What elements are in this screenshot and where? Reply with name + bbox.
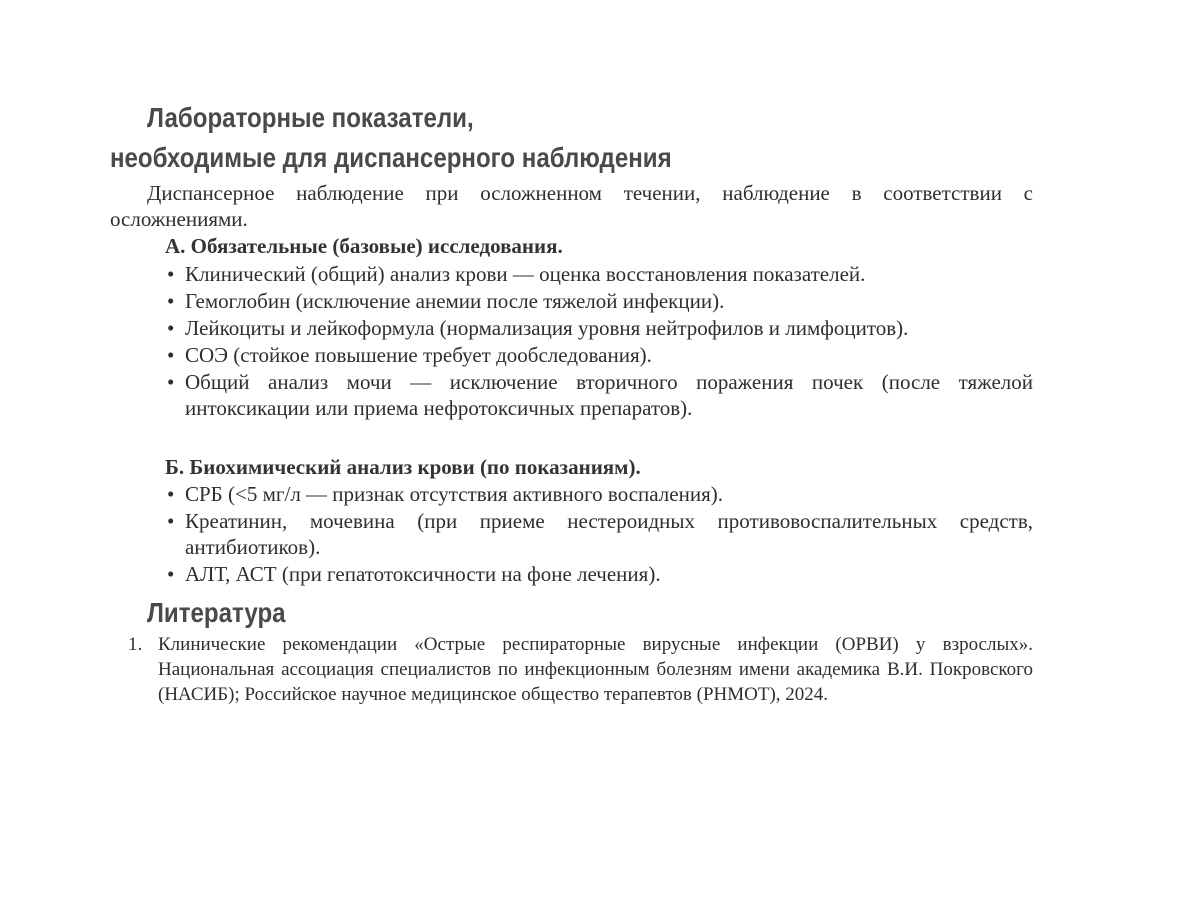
bullet-icon: •: [167, 289, 175, 313]
list-item: [167, 508, 1033, 560]
list-item: [167, 342, 1033, 368]
section-b-title: Б. Биохимический анализ крови (по показаниям).: [165, 455, 641, 479]
list-item: [167, 369, 1033, 421]
list-item: [167, 561, 1033, 587]
reference-text: Клинические рекомендации «Острые респираторные вирусные инфекции (ОРВИ) у взрослых». Национальная ассоциация специалистов по инфекционным болезням имени академика В.И. Покровского (НАСИБ); Российское научное медицинское общество терапевтов (РНМОТ), 2024.: [158, 634, 1033, 705]
list-item-text: АЛТ, АСТ (при гепатотоксичности на фоне лечения).: [185, 562, 661, 586]
reference-list: [128, 632, 1033, 707]
list-item: [167, 261, 1033, 287]
section-a-title: А. Обязательные (базовые) исследования.: [165, 234, 563, 258]
reference-number: 1.: [128, 634, 143, 655]
reference-item: [128, 632, 1033, 707]
list-item: [167, 315, 1033, 341]
section-a-list: [167, 261, 1033, 422]
list-item-text: Креатинин, мочевина (при приеме нестероидных противовоспалительных средств, антибиотиков).: [185, 509, 1033, 559]
bullet-icon: •: [167, 262, 175, 286]
list-item-text: СРБ (<5 мг/л — признак отсутствия активного воспаления).: [185, 482, 723, 506]
bullet-icon: •: [167, 370, 175, 394]
page-title-line-2: необходимые для диспансерного наблюдения: [110, 142, 672, 173]
list-item: [167, 288, 1033, 314]
bullet-icon: •: [167, 316, 175, 340]
list-item-text: Клинический (общий) анализ крови — оценка восстановления показателей.: [185, 262, 866, 286]
list-item-text: Общий анализ мочи — исключение вторичного поражения почек (после тяжелой интоксикации или приема нефротоксичных препаратов).: [185, 370, 1033, 420]
bullet-icon: •: [167, 343, 175, 367]
list-item-text: СОЭ (стойкое повышение требует дообследования).: [185, 343, 652, 367]
intro-paragraph: Диспансерное наблюдение при осложненном течении, наблюдение в соответствии с осложнениями.: [110, 181, 1033, 231]
list-item-text: Лейкоциты и лейкоформула (нормализация уровня нейтрофилов и лимфоцитов).: [185, 316, 909, 340]
literature-title: Литература: [147, 597, 286, 628]
section-b-list: [167, 481, 1033, 588]
page-title-line-1: Лабораторные показатели,: [147, 102, 474, 133]
bullet-icon: •: [167, 509, 175, 533]
bullet-icon: •: [167, 562, 175, 586]
list-item-text: Гемоглобин (исключение анемии после тяжелой инфекции).: [185, 289, 725, 313]
bullet-icon: •: [167, 482, 175, 506]
list-item: [167, 481, 1033, 507]
